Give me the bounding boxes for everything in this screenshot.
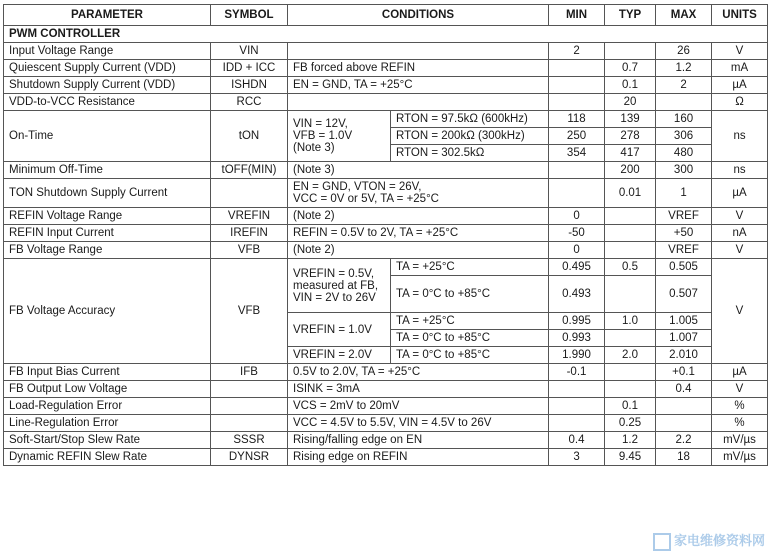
- min: [549, 381, 605, 398]
- typ: [605, 276, 656, 313]
- unit: %: [712, 398, 768, 415]
- sub-condition: RTON = 97.5kΩ (600kHz): [391, 111, 549, 128]
- table-row: [4, 111, 768, 128]
- unit: mV/µs: [712, 432, 768, 449]
- typ: 0.7: [605, 60, 656, 77]
- unit: nA: [712, 225, 768, 242]
- typ: 139: [605, 111, 656, 128]
- min: 0.4: [549, 432, 605, 449]
- unit: µA: [712, 179, 768, 208]
- section-title: PWM CONTROLLER: [4, 26, 768, 43]
- condition: [288, 43, 549, 60]
- watermark: [653, 530, 765, 551]
- table-row: [4, 225, 768, 242]
- typ: [605, 208, 656, 225]
- symbol: SSSR: [211, 432, 288, 449]
- condition-line: VCC = 0V or 5V, TA = +25°C: [293, 193, 439, 205]
- symbol: tON: [211, 111, 288, 162]
- table-row: [4, 208, 768, 225]
- min: -0.1: [549, 364, 605, 381]
- condition-line: VFB = 1.0V: [293, 130, 353, 142]
- min: [549, 398, 605, 415]
- typ: [605, 242, 656, 259]
- typ: 1.0: [605, 313, 656, 330]
- unit: %: [712, 415, 768, 432]
- condition: (Note 3): [288, 162, 549, 179]
- unit: V: [712, 259, 768, 364]
- sub-condition: TA = 0°C to +85°C: [391, 276, 549, 313]
- max: 1.007: [656, 330, 712, 347]
- typ: 0.1: [605, 398, 656, 415]
- max: 0.4: [656, 381, 712, 398]
- table-row: [4, 77, 768, 94]
- typ: 1.2: [605, 432, 656, 449]
- col-parameter: PARAMETER: [4, 5, 211, 26]
- max: [656, 415, 712, 432]
- condition-group: [288, 111, 391, 162]
- typ: [605, 330, 656, 347]
- max: 306: [656, 128, 712, 145]
- typ: [605, 43, 656, 60]
- param: TON Shutdown Supply Current: [4, 179, 211, 208]
- typ: 417: [605, 145, 656, 162]
- table-row: [4, 162, 768, 179]
- param: Minimum Off-Time: [4, 162, 211, 179]
- param: REFIN Voltage Range: [4, 208, 211, 225]
- unit: Ω: [712, 94, 768, 111]
- min: 0.993: [549, 330, 605, 347]
- min: 0: [549, 208, 605, 225]
- min: [549, 94, 605, 111]
- col-min: MIN: [549, 5, 605, 26]
- sub-condition: RTON = 302.5kΩ: [391, 145, 549, 162]
- max: 0.507: [656, 276, 712, 313]
- max: 2.010: [656, 347, 712, 364]
- max: 1.005: [656, 313, 712, 330]
- max: 0.505: [656, 259, 712, 276]
- condition: REFIN = 0.5V to 2V, TA = +25°C: [288, 225, 549, 242]
- symbol: ISHDN: [211, 77, 288, 94]
- min: 0: [549, 242, 605, 259]
- min: 2: [549, 43, 605, 60]
- header-row: [4, 5, 768, 26]
- symbol: VIN: [211, 43, 288, 60]
- symbol: VREFIN: [211, 208, 288, 225]
- symbol: IDD + ICC: [211, 60, 288, 77]
- typ: 200: [605, 162, 656, 179]
- typ: 0.25: [605, 415, 656, 432]
- min: 0.995: [549, 313, 605, 330]
- max: 26: [656, 43, 712, 60]
- min: 3: [549, 449, 605, 466]
- watermark-logo-icon: [653, 533, 671, 551]
- table-row: [4, 60, 768, 77]
- param: Line-Regulation Error: [4, 415, 211, 432]
- param: Input Voltage Range: [4, 43, 211, 60]
- table-row: [4, 242, 768, 259]
- condition-line: (Note 3): [293, 142, 335, 154]
- typ: [605, 364, 656, 381]
- typ: 2.0: [605, 347, 656, 364]
- typ: 9.45: [605, 449, 656, 466]
- condition: FB forced above REFIN: [288, 60, 549, 77]
- condition-line: VIN = 12V,: [293, 118, 348, 130]
- symbol: [211, 179, 288, 208]
- symbol: tOFF(MIN): [211, 162, 288, 179]
- table-row: [4, 432, 768, 449]
- unit: V: [712, 208, 768, 225]
- unit: V: [712, 242, 768, 259]
- symbol: [211, 398, 288, 415]
- table-row: [4, 43, 768, 60]
- unit: µA: [712, 364, 768, 381]
- typ: [605, 225, 656, 242]
- section-row: [4, 26, 768, 43]
- min: [549, 77, 605, 94]
- symbol: VFB: [211, 259, 288, 364]
- typ: 0.01: [605, 179, 656, 208]
- max: VREF: [656, 242, 712, 259]
- min: -50: [549, 225, 605, 242]
- symbol: RCC: [211, 94, 288, 111]
- condition: VCC = 4.5V to 5.5V, VIN = 4.5V to 26V: [288, 415, 549, 432]
- min: [549, 415, 605, 432]
- col-symbol: SYMBOL: [211, 5, 288, 26]
- sub-condition: TA = +25°C: [391, 259, 549, 276]
- condition-line: EN = GND, VTON = 26V,: [293, 181, 422, 193]
- min: [549, 179, 605, 208]
- condition: Rising/falling edge on EN: [288, 432, 549, 449]
- table-row: [4, 415, 768, 432]
- unit: mA: [712, 60, 768, 77]
- col-conditions: CONDITIONS: [288, 5, 549, 26]
- param: VDD-to-VCC Resistance: [4, 94, 211, 111]
- sub-condition: TA = 0°C to +85°C: [391, 330, 549, 347]
- min: [549, 162, 605, 179]
- symbol: [211, 381, 288, 398]
- table-row: [4, 179, 768, 208]
- param: On-Time: [4, 111, 211, 162]
- unit: V: [712, 381, 768, 398]
- condition: ISINK = 3mA: [288, 381, 549, 398]
- condition-group: [288, 259, 391, 313]
- unit: V: [712, 43, 768, 60]
- max: 1: [656, 179, 712, 208]
- symbol: DYNSR: [211, 449, 288, 466]
- col-typ: TYP: [605, 5, 656, 26]
- table-row: [4, 381, 768, 398]
- symbol: IREFIN: [211, 225, 288, 242]
- param: FB Output Low Voltage: [4, 381, 211, 398]
- symbol: IFB: [211, 364, 288, 381]
- sub-condition: TA = +25°C: [391, 313, 549, 330]
- max: 160: [656, 111, 712, 128]
- max: [656, 94, 712, 111]
- condition: Rising edge on REFIN: [288, 449, 549, 466]
- condition-line: VIN = 2V to 26V: [293, 291, 376, 304]
- min: [549, 60, 605, 77]
- min: 1.990: [549, 347, 605, 364]
- max: 2.2: [656, 432, 712, 449]
- max: +0.1: [656, 364, 712, 381]
- unit: µA: [712, 77, 768, 94]
- max: VREF: [656, 208, 712, 225]
- max: 1.2: [656, 60, 712, 77]
- param: Load-Regulation Error: [4, 398, 211, 415]
- max: 2: [656, 77, 712, 94]
- param: FB Voltage Range: [4, 242, 211, 259]
- max: 18: [656, 449, 712, 466]
- param: Dynamic REFIN Slew Rate: [4, 449, 211, 466]
- unit: mV/µs: [712, 449, 768, 466]
- min: 0.495: [549, 259, 605, 276]
- typ: 0.1: [605, 77, 656, 94]
- typ: 0.5: [605, 259, 656, 276]
- watermark-text: 家电维修资料网: [673, 533, 765, 549]
- min: 354: [549, 145, 605, 162]
- condition-group: VREFIN = 1.0V: [288, 313, 391, 347]
- col-max: MAX: [656, 5, 712, 26]
- min: 0.493: [549, 276, 605, 313]
- table-row: [4, 364, 768, 381]
- typ: 278: [605, 128, 656, 145]
- symbol: VFB: [211, 242, 288, 259]
- unit: ns: [712, 111, 768, 162]
- param: REFIN Input Current: [4, 225, 211, 242]
- max: 300: [656, 162, 712, 179]
- symbol: [211, 415, 288, 432]
- condition: [288, 179, 549, 208]
- condition-line: measured at FB,: [293, 279, 379, 292]
- param: FB Voltage Accuracy: [4, 259, 211, 364]
- max: +50: [656, 225, 712, 242]
- table-row: [4, 449, 768, 466]
- min: 250: [549, 128, 605, 145]
- col-units: UNITS: [712, 5, 768, 26]
- condition-group: VREFIN = 2.0V: [288, 347, 391, 364]
- typ: 20: [605, 94, 656, 111]
- table-row: [4, 259, 768, 276]
- condition: 0.5V to 2.0V, TA = +25°C: [288, 364, 549, 381]
- condition: EN = GND, TA = +25°C: [288, 77, 549, 94]
- typ: [605, 381, 656, 398]
- param: Soft-Start/Stop Slew Rate: [4, 432, 211, 449]
- min: 118: [549, 111, 605, 128]
- max: 480: [656, 145, 712, 162]
- condition: (Note 2): [288, 242, 549, 259]
- table-row: [4, 398, 768, 415]
- param: Shutdown Supply Current (VDD): [4, 77, 211, 94]
- max: [656, 398, 712, 415]
- condition: VCS = 2mV to 20mV: [288, 398, 549, 415]
- unit: ns: [712, 162, 768, 179]
- sub-condition: RTON = 200kΩ (300kHz): [391, 128, 549, 145]
- param: FB Input Bias Current: [4, 364, 211, 381]
- sub-condition: TA = 0°C to +85°C: [391, 347, 549, 364]
- table-row: [4, 94, 768, 111]
- spec-table: [3, 4, 768, 466]
- condition-line: VREFIN = 0.5V,: [293, 267, 375, 280]
- condition: [288, 94, 549, 111]
- condition: (Note 2): [288, 208, 549, 225]
- param: Quiescent Supply Current (VDD): [4, 60, 211, 77]
